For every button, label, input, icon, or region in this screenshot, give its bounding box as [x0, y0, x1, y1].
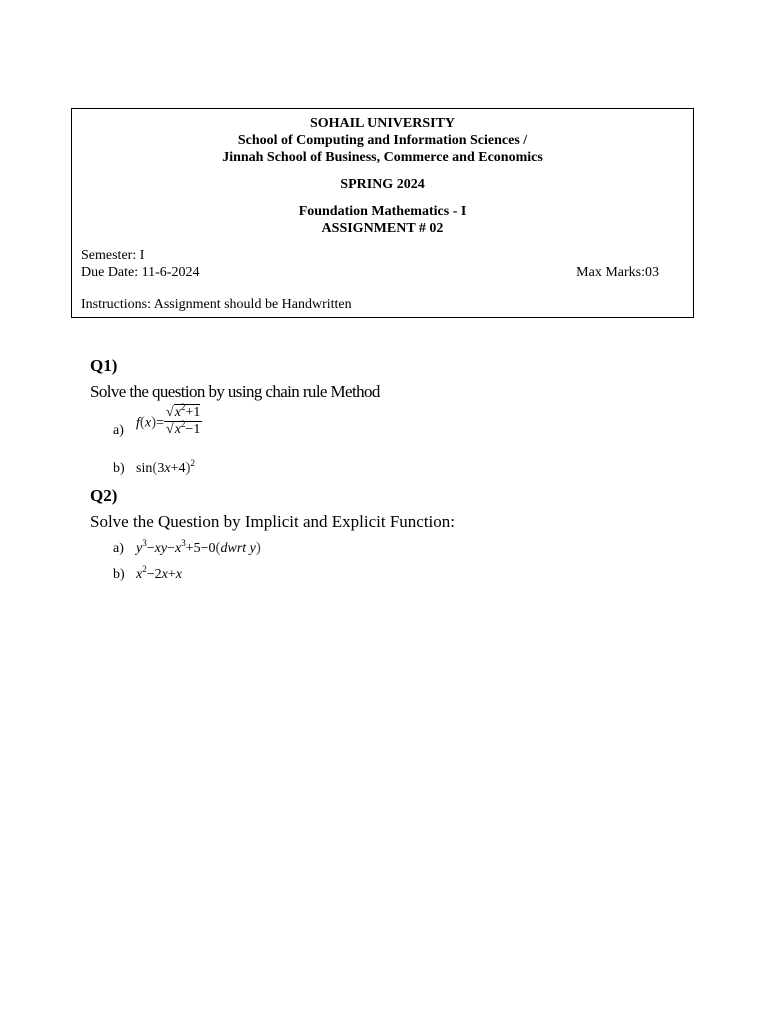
question-1-prompt: Solve the question by using chain rule Method [90, 382, 380, 401]
instructions: Instructions: Assignment should be Handwritten [81, 297, 352, 312]
school-line-2: Jinnah School of Business, Commerce and Economics [222, 150, 543, 165]
question-1-item-b-expression: $\sin(3x+4)^2$ [136, 458, 195, 476]
question-2-item-b-expression: $x^2-2x+x$ [136, 564, 182, 582]
course-title: Foundation Mathematics - I [298, 204, 467, 219]
max-marks: Max Marks:03 [576, 265, 659, 280]
assignment-number: ASSIGNMENT # 02 [321, 221, 444, 236]
question-2-item-a-label: a) [113, 541, 124, 556]
question-1-item-b-label: b) [113, 461, 125, 476]
fraction: $\frac{√x^2+1}{√x^2-1}$ [166, 402, 201, 437]
assignment-header-box [71, 108, 694, 318]
semester: Semester: I [81, 248, 145, 263]
term: SPRING 2024 [340, 177, 425, 192]
question-1-label: Q1) [90, 356, 118, 375]
school-line-1: School of Computing and Information Sciences / [237, 133, 528, 148]
question-2-prompt: Solve the Question by Implicit and Explicit Function: [90, 512, 455, 531]
question-1-item-a-label: a) [113, 423, 124, 438]
university-name: SOHAIL UNIVERSITY [309, 116, 456, 131]
question-2-item-a-expression: $y^3-xy-x^3+5-0(dwrt$ y) [136, 538, 261, 556]
due-date: Due Date: 11-6-2024 [81, 265, 200, 280]
question-2-label: Q2) [90, 486, 118, 505]
question-1-item-a-expression: f(x)= $\frac{√x^2+1}{√x^2-1}$ [136, 402, 201, 437]
question-2-item-b-label: b) [113, 567, 125, 582]
